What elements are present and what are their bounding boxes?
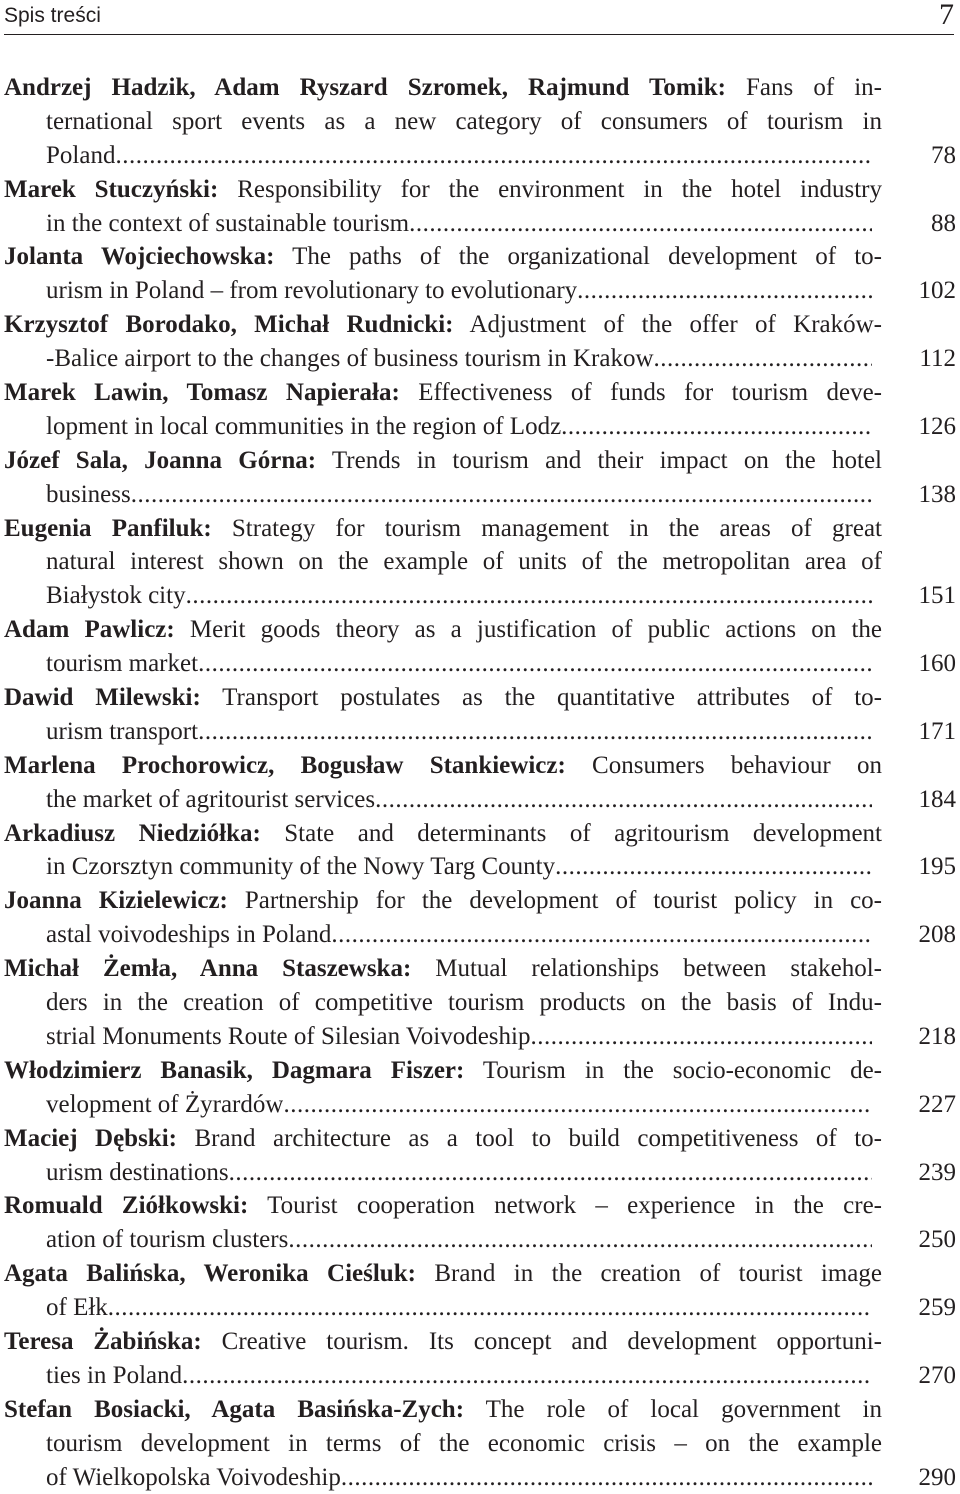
entry-author: Maciej Dębski: (4, 1124, 177, 1152)
toc-entry-last-line (4, 1223, 956, 1257)
dot-leader (555, 850, 872, 884)
table-of-contents (4, 71, 956, 1494)
entry-author: Agata Balińska, Weronika Cieśluk: (4, 1260, 416, 1288)
entry-title-text: the market of agritourist services (46, 785, 376, 813)
entry-title-text: ation of tourism clusters (46, 1226, 289, 1254)
toc-entry-last-line (4, 918, 956, 952)
entry-title-text: Tourist cooperation network – experience in the cre- (248, 1192, 882, 1220)
toc-entry-last-line (4, 579, 956, 613)
entry-title-text: strial Monuments Route of Silesian Voivodeship (46, 1022, 531, 1050)
dot-leader (131, 478, 872, 512)
entry-title-text: -Balice airport to the changes of business tourism in Krakow (46, 345, 654, 373)
toc-entry (4, 1393, 956, 1494)
toc-entry (4, 613, 956, 681)
toc-entry-line (4, 71, 956, 105)
toc-entry-line (4, 817, 956, 851)
toc-entry-line (4, 1189, 956, 1223)
entry-title-text: Creative tourism. Its concept and development opportuni- (201, 1327, 882, 1355)
entry-page-number: 239 (918, 1158, 956, 1186)
entry-author: Krzysztof Borodako, Michał Rudnicki: (4, 311, 454, 339)
entry-page-number: 227 (918, 1090, 956, 1118)
dot-leader (182, 1359, 872, 1393)
entry-title-text: Transport postulates as the quantitative attributes of to- (200, 684, 882, 712)
entry-author: Marek Stuczyński: (4, 175, 219, 203)
dot-leader (531, 1020, 873, 1054)
entry-title-text: Strategy for tourism management in the areas of great (211, 514, 882, 542)
toc-entry (4, 1122, 956, 1190)
entry-title-text: The paths of the organizational development of to- (274, 243, 882, 271)
toc-entry-last-line (4, 1291, 956, 1325)
dot-leader (108, 1291, 872, 1325)
entry-author: Stefan Bosiacki, Agata Basińska-Zych: (4, 1395, 465, 1423)
dot-leader (409, 207, 872, 241)
entry-page-number: 88 (931, 209, 956, 237)
page-number: 7 (939, 0, 954, 31)
toc-entry-last-line (4, 342, 956, 376)
toc-entry-line (4, 613, 956, 647)
toc-entry (4, 71, 956, 173)
entry-author: Józef Sala, Joanna Górna: (4, 446, 317, 474)
entry-title-text: Tourism in the socio-economic de- (464, 1056, 882, 1084)
running-head (4, 0, 954, 35)
entry-author: Michał Żemła, Anna Staszewska: (4, 955, 412, 983)
toc-entry-last-line (4, 647, 956, 681)
entry-title-text: Mutual relationships between stakehol- (411, 955, 882, 983)
entry-title-text: ternational sport events as a new category of consumers of tourism in (46, 107, 882, 135)
entry-title-text: of Ełk (46, 1294, 108, 1322)
entry-page-number: 208 (918, 921, 956, 949)
entry-title-text: in the context of sustainable tourism (46, 209, 410, 237)
toc-entry-line (4, 512, 956, 546)
dot-leader (283, 1088, 872, 1122)
entry-author: Dawid Milewski: (4, 684, 201, 712)
toc-entry-line (4, 1122, 956, 1156)
toc-entry (4, 308, 956, 376)
dot-leader (331, 918, 872, 952)
entry-title-text: ties in Poland (46, 1361, 183, 1389)
entry-title-text: Brand architecture as a tool to build competitiveness of to- (176, 1124, 882, 1152)
toc-entry (4, 173, 956, 241)
entry-title-text: velopment of Żyrardów (46, 1090, 284, 1118)
entry-page-number: 112 (919, 345, 956, 373)
toc-entry-last-line (4, 139, 956, 173)
entry-page-number: 102 (918, 277, 956, 305)
toc-entry (4, 884, 956, 952)
entry-title-text: Merit goods theory as a justification of public actions on the (174, 616, 882, 644)
toc-entry-line (4, 173, 956, 207)
entry-page-number: 195 (918, 853, 956, 881)
toc-entry-line (4, 749, 956, 783)
toc-entry (4, 749, 956, 817)
section-title: Spis treści (4, 4, 101, 27)
entry-title-text: The role of local government in (464, 1395, 882, 1423)
entry-title-text: Poland (46, 141, 116, 169)
dot-leader (654, 342, 873, 376)
entry-page-number: 250 (918, 1226, 956, 1254)
toc-entry (4, 1054, 956, 1122)
entry-author: Teresa Żabińska: (4, 1327, 202, 1355)
entry-page-number: 171 (918, 717, 956, 745)
toc-entry (4, 1325, 956, 1393)
entry-author: Romuald Ziółkowski: (4, 1192, 249, 1220)
dot-leader (229, 1156, 872, 1190)
entry-title-text: Brand in the creation of tourist image (415, 1260, 882, 1288)
entry-title-text: astal voivodeships in Poland (46, 921, 332, 949)
entry-title-text: tourism market (46, 650, 199, 678)
entry-author: Adam Pawlicz: (4, 616, 175, 644)
entry-title-text: Adjustment of the offer of Kraków- (453, 311, 882, 339)
entry-title-text: of Wielkopolska Voivodeship (46, 1463, 341, 1491)
entry-title-text: business (46, 480, 131, 508)
toc-entry-line (4, 1054, 956, 1088)
toc-entry-line (4, 986, 956, 1020)
dot-leader (375, 783, 872, 817)
dot-leader (198, 715, 872, 749)
dot-leader (198, 647, 872, 681)
entry-author: Arkadiusz Niedziółka: (4, 819, 261, 847)
entry-author: Marlena Prochorowicz, Bogusław Stankiewicz: (4, 751, 566, 779)
entry-title-text: Responsibility for the environment in the hotel industry (218, 175, 882, 203)
toc-entry (4, 240, 956, 308)
toc-entry (4, 1257, 956, 1325)
entry-page-number: 126 (918, 412, 956, 440)
dot-leader (115, 139, 872, 173)
entry-title-text: in Czorsztyn community of the Nowy Targ County (46, 853, 556, 881)
entry-title-text: Partnership for the development of tourist policy in co- (227, 887, 882, 915)
toc-entry-last-line (4, 1359, 956, 1393)
entry-page-number: 218 (918, 1022, 956, 1050)
entry-page-number: 78 (931, 141, 956, 169)
entry-page-number: 151 (918, 582, 956, 610)
entry-author: Marek Lawin, Tomasz Napierała: (4, 379, 400, 407)
toc-entry-line (4, 376, 956, 410)
toc-entry (4, 817, 956, 885)
toc-entry-line (4, 308, 956, 342)
toc-entry (4, 681, 956, 749)
entry-title-text: natural interest shown on the example of units of the metropolitan area of (46, 548, 882, 576)
entry-title-text: Consumers behaviour on (565, 751, 882, 779)
dot-leader (186, 579, 872, 613)
entry-title-text: ders in the creation of competitive tourism products on the basis of Indu- (46, 989, 882, 1017)
dot-leader (561, 410, 872, 444)
entry-page-number: 138 (918, 480, 956, 508)
entry-author: Andrzej Hadzik, Adam Ryszard Szromek, Rajmund Tomik: (4, 74, 726, 101)
toc-entry-last-line (4, 274, 956, 308)
toc-entry-last-line (4, 478, 956, 512)
toc-entry-line (4, 545, 956, 579)
dot-leader (577, 274, 872, 308)
toc-entry-line (4, 240, 956, 274)
entry-title-text: urism destinations (46, 1158, 229, 1186)
toc-entry-line (4, 1393, 956, 1427)
entry-title-text: Effectiveness of funds for tourism deve- (399, 379, 882, 407)
toc-entry (4, 1189, 956, 1257)
entry-title-text: lopment in local communities in the region of Lodz (46, 412, 562, 440)
dot-leader (341, 1461, 872, 1494)
toc-entry-last-line (4, 410, 956, 444)
toc-entry-last-line (4, 850, 956, 884)
entry-page-number: 270 (918, 1361, 956, 1389)
toc-entry-last-line (4, 1156, 956, 1190)
toc-entry-last-line (4, 783, 956, 817)
dot-leader (288, 1223, 872, 1257)
toc-entry-line (4, 1427, 956, 1461)
entry-page-number: 259 (918, 1294, 956, 1322)
entry-author: Włodzimierz Banasik, Dagmara Fiszer: (4, 1056, 465, 1084)
toc-entry-last-line (4, 1088, 956, 1122)
toc-entry (4, 952, 956, 1054)
entry-title-text: State and determinants of agritourism development (260, 819, 882, 847)
toc-entry-line (4, 1325, 956, 1359)
entry-title-text: Białystok city (46, 582, 186, 610)
entry-page-number: 184 (918, 785, 956, 813)
entry-title-text: urism transport (46, 717, 199, 745)
toc-entry-last-line (4, 1461, 956, 1494)
entry-title-text: Fans of in- (725, 74, 882, 101)
toc-entry-line (4, 444, 956, 478)
entry-page-number: 290 (918, 1463, 956, 1491)
toc-entry (4, 376, 956, 444)
toc-entry-last-line (4, 207, 956, 241)
entry-title-text: Trends in tourism and their impact on the hotel (316, 446, 882, 474)
toc-entry-last-line (4, 715, 956, 749)
entry-page-number: 160 (918, 650, 956, 678)
toc-entry-line (4, 681, 956, 715)
entry-author: Jolanta Wojciechowska: (4, 243, 275, 271)
entry-author: Eugenia Panfiluk: (4, 514, 212, 542)
toc-entry (4, 444, 956, 512)
toc-entry-line (4, 884, 956, 918)
toc-entry-last-line (4, 1020, 956, 1054)
toc-entry-line (4, 952, 956, 986)
entry-title-text: tourism development in terms of the economic crisis – on the example (46, 1429, 882, 1457)
toc-entry-line (4, 1257, 956, 1291)
toc-entry (4, 512, 956, 614)
entry-author: Joanna Kizielewicz: (4, 887, 228, 915)
toc-entry-line (4, 105, 956, 139)
entry-title-text: urism in Poland – from revolutionary to evolutionary (46, 277, 578, 305)
